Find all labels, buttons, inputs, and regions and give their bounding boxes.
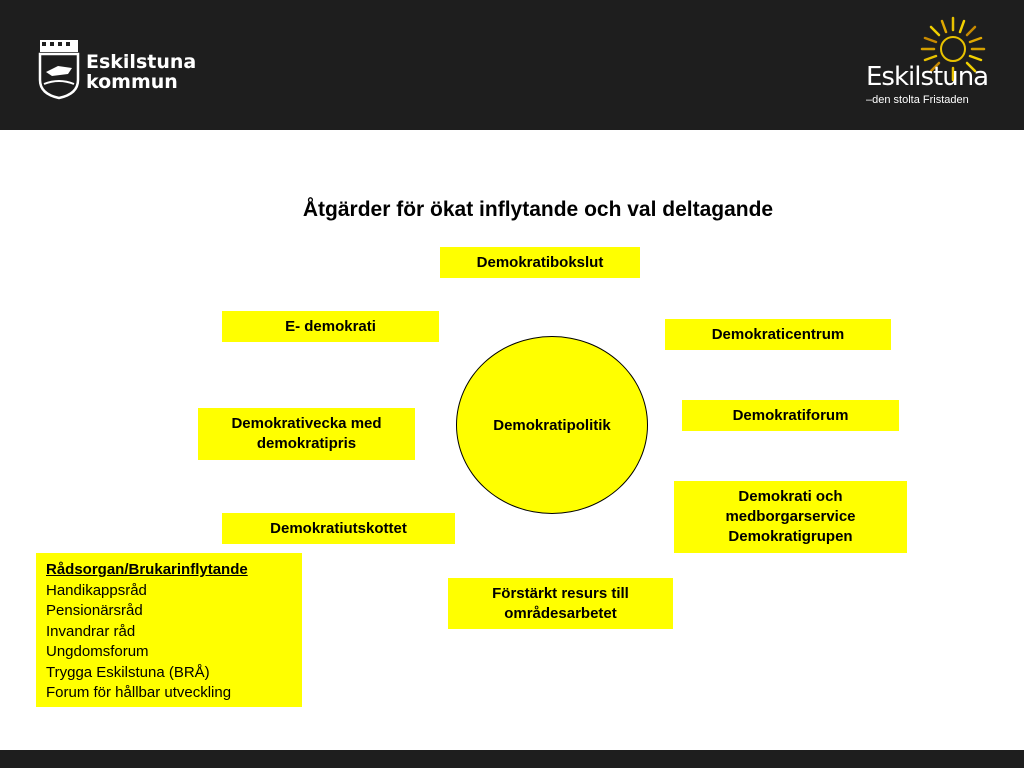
box-demokratiforum [682,400,899,431]
radsorgan-item: Invandrar råd [46,622,136,640]
logo-right-tagline: –den stolta Fristaden [866,94,969,106]
box-demokrativecka-line2: demokratipris [256,435,357,452]
box-demokratibokslut-label: Demokratibokslut [476,253,604,271]
center-circle-demokratipolitik [456,336,648,514]
logo-line1: Eskilstuna [86,51,197,73]
radsorgan-item: Pensionärsråd [46,602,143,619]
box-demokratiforum-label: Demokratiforum [732,406,849,424]
header-bar [0,0,1024,130]
radsorgan-item: Forum för hållbar utveckling [46,684,232,701]
box-demokrati-medborgarservice [674,481,907,553]
box-forstarkt-resurs [448,578,673,629]
box-service-line3: Demokratigrupen [728,528,853,545]
radsorgan-item: Handikappsråd [46,581,147,599]
center-label: Demokratipolitik [493,416,611,434]
radsorgan-item: Ungdomsforum [46,643,149,660]
box-resurs-line2: områdesarbetet [504,604,617,622]
box-demokrativecka [198,408,415,460]
footer-bar [0,750,1024,768]
box-service-line1: Demokrati och [738,488,843,505]
radsorgan-item: Trygga Eskilstuna (BRÅ) [46,663,210,681]
slide-title: Åtgärder för ökat inflytande och val deltagande [302,198,774,221]
logo-line2: kommun [86,71,178,93]
box-e-demokrati-label: E- demokrati [285,317,376,335]
box-radsorgan [36,553,302,707]
box-demokratiutskottet [222,513,455,544]
box-demokratiutskottet-label: Demokratiutskottet [270,519,407,537]
box-demokrativecka-line1: Demokrativecka med [231,415,382,432]
logo-right-name: Eskilstuna [866,62,989,92]
radsorgan-heading: Rådsorgan/Brukarinflytande [46,561,248,578]
box-resurs-line1: Förstärkt resurs till [492,584,629,602]
box-service-line2: medborgarservice [725,508,856,525]
box-e-demokrati [222,311,439,342]
crown-shield-crest-icon [38,38,80,100]
eskilstuna-kommun-logo [38,38,197,102]
box-demokraticentrum [665,319,891,350]
eskilstuna-fristaden-logo [860,14,1000,114]
box-demokratibokslut [440,247,640,278]
box-demokraticentrum-label: Demokraticentrum [711,325,845,343]
